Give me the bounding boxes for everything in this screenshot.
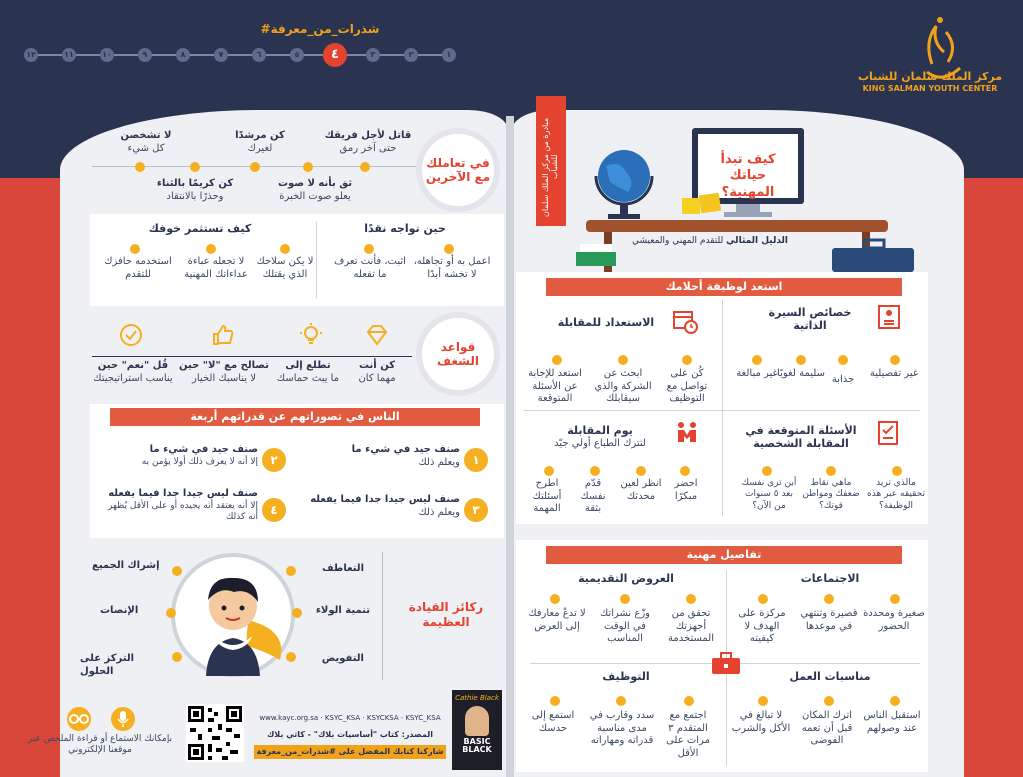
page-dot[interactable]: ١١ — [62, 48, 76, 62]
passion-item: تصالح مع "لا" حين لا يناسبك الخيار — [179, 360, 269, 384]
diamond-icon — [364, 322, 390, 348]
initiative-bookmark: مبادرة من مركز الملك سلمان للشباب — [536, 96, 566, 226]
type-item: صنف ليس جيدا جدا فيما يفعله إلا أنه يعتقد أنه يجيده أو على الأقل يُظهر أنه كذلك — [108, 488, 258, 522]
book-spine — [506, 116, 514, 777]
logo-arabic-name: مركز الملك سلمان للشباب — [857, 70, 1003, 83]
social-links[interactable]: www.kayc.org.sa · KSYC_KSA · KSYCKSA · KSYC_KSA — [259, 714, 441, 722]
hashtag: #شذرات_من_معرفة — [260, 22, 380, 36]
hiring-item: استمع إلى حدسك — [531, 710, 575, 734]
cv-document-icon — [876, 304, 902, 330]
type-number: ٣ — [464, 498, 488, 522]
others-badge: في تعاملك مع الآخرين — [416, 128, 500, 212]
dream-job-title: استعد لوظيفة أحلامك — [546, 278, 902, 296]
questions-title: الأسئلة المتوقعة في المقابلة الشخصية — [745, 424, 857, 450]
type-number: ١ — [464, 448, 488, 472]
interview-day-item: اطرح أسئلتك المهمة — [532, 478, 562, 514]
leadership-item: تنمية الولاء — [315, 605, 370, 616]
question-item: مالذي تريد تحقيقه عبر هذه الوظيفة؟ — [867, 478, 925, 511]
interview-day-item: قدّم نفسك بثقة — [580, 478, 606, 514]
type-number: ٢ — [262, 448, 286, 472]
cv-item: جذابة — [831, 374, 855, 385]
cv-title: خصائص السيرة الذاتية — [768, 306, 852, 332]
leadership-item: التفويض — [321, 653, 364, 664]
type-number: ٤ — [262, 498, 286, 522]
interview-day-subtitle: لتترك الطباع أولي جيّد — [554, 438, 646, 449]
handshake-icon — [674, 420, 700, 446]
page-dot[interactable]: ١٠ — [100, 48, 114, 62]
page-dot[interactable]: ١ — [442, 48, 456, 62]
right-red-edge — [963, 178, 1023, 777]
page-dot[interactable]: ٩ — [138, 48, 152, 62]
occasions-item: اترك المكان قبل أن تعمه الفوضى — [801, 710, 853, 746]
interview-prep-item: كُن على تواصل مع التوظيف — [666, 368, 708, 404]
author-portrait — [465, 706, 489, 736]
occasions-title: مناسبات العمل — [789, 670, 871, 683]
others-item: كن كريمًا بالثناء وحذرًا بالانتقاد — [156, 178, 234, 202]
meetings-title: الاجتماعات — [800, 572, 860, 585]
career-details-title: تفاصيل مهنية — [546, 546, 902, 564]
leader-avatar-icon — [168, 550, 298, 680]
cv-item: غير تفصيلية — [869, 368, 919, 379]
type-item: صنف ليس جيدا جدا فيما يفعله ويعلم ذلك — [310, 494, 460, 518]
page-dot[interactable]: ٤ — [323, 43, 347, 67]
page-dot[interactable]: ٥ — [290, 48, 304, 62]
occasions-item: لا تبالغ في الأكل والشرب — [731, 710, 791, 734]
briefcase-icon — [710, 652, 742, 676]
hiring-item: اجتمع مع المتقدم ٣ مرات على الأقل — [666, 710, 710, 759]
occasions-item: استقبل الناس عند وصولهم — [863, 710, 921, 734]
leadership-item: التركز على الحلول — [80, 653, 135, 677]
passion-badge: قواعد الشغف — [416, 312, 500, 396]
logo-english-name: KING SALMAN YOUTH CENTER — [862, 84, 998, 93]
check-circle-icon — [118, 322, 144, 348]
listen-read-text: بإمكانك الاستماع أو قراءة الملخص عبر موقعنا الإلكتروني — [27, 734, 173, 756]
criticism-item: اثبت، فأنت تعرف ما تفعله — [334, 256, 406, 280]
presentations-item: لا تدعْ معارفك إلى العرض — [528, 608, 586, 632]
cv-item: سليمة لغويًا — [777, 368, 825, 379]
type-item: صنف جيد في شيء ما إلا أنه لا يعرف ذلك أولا يؤمن به — [141, 444, 258, 467]
interview-day-item: انظر لعين محدثك — [620, 478, 662, 502]
fear-title: كيف تستثمر خوفك — [148, 222, 252, 235]
page-dot[interactable]: ٧ — [214, 48, 228, 62]
presentations-item: وزّع نشراتك في الوقت المناسب — [599, 608, 650, 644]
interview-prep-title: الاستعداد للمقابلة — [557, 316, 655, 329]
book-cover — [452, 690, 502, 770]
fear-item: لا تجعله عباءة عداءاتك المهنية — [184, 256, 248, 280]
criticism-item: لا يكن سلاحك الذي يقتلك — [256, 256, 314, 280]
interview-day-item: احضر مبكرًا — [674, 478, 698, 502]
meetings-item: مركزة على الهدف لا كيفيته — [738, 608, 786, 644]
others-item: لا تشخصن كل شيء — [120, 130, 172, 154]
page-indicator — [16, 44, 464, 66]
others-item: قاتل لأجل فريقك حتى آخر رمق — [324, 130, 412, 154]
meetings-item: قصيرة وتنتهي في موعدها — [800, 608, 858, 632]
passion-item: كن أنت مهما كان — [358, 360, 396, 384]
career-question-title: كيف تبدأ حياتك المهنية؟ — [720, 152, 776, 200]
page-dot[interactable]: ٣ — [366, 48, 380, 62]
left-red-edge — [0, 178, 60, 777]
share-strip: شاركنا كتابك المفضل على #شذرات_من_معرفة — [254, 745, 446, 759]
leadership-item: الإنصات — [100, 605, 139, 616]
hiring-title: التوظيف — [602, 670, 650, 683]
interview-prep-item: استعد للإجابة عن الأسئلة المتوقعة — [528, 368, 582, 404]
page-dot[interactable]: ١٢ — [24, 48, 38, 62]
passion-item: قُل "نعم" حين يناسب استراتيجيتك — [93, 360, 173, 384]
people-types-title: الناس في تصوراتهم عن قدراتهم أربعة — [110, 408, 480, 426]
calendar-clock-icon — [672, 308, 698, 334]
question-item: ماهي نقاط ضعفك ومواطن قوتك؟ — [802, 478, 860, 511]
page-dot[interactable]: ٨ — [176, 48, 190, 62]
book-title: BASIC BLACK — [462, 737, 492, 754]
passion-item: تطلع إلى ما يبث حماسك — [276, 360, 340, 384]
presentations-item: تحقق من أجهزتك المستخدمة — [668, 608, 714, 644]
lightbulb-icon — [298, 322, 324, 348]
interview-prep-item: ابحث عن الشركة والذي سيقابلك — [594, 368, 652, 404]
meetings-item: صغيرة ومحددة الحضور — [863, 608, 925, 632]
leadership-item: التعاطف — [322, 563, 364, 574]
question-item: أين ترى نفسك بعد ٥ سنوات من الآن؟ — [741, 478, 797, 511]
criticism-item: اعمل به أو تجاهله، لا تخشه أبدًا — [413, 256, 491, 280]
interview-day-title: يوم المقابلة — [567, 424, 633, 437]
leadership-title: ركائز القيادة العظيمة — [408, 600, 484, 629]
microphone-icon — [110, 706, 136, 732]
criticism-title: حين تواجه نقدًا — [364, 222, 446, 235]
glasses-icon — [66, 706, 92, 732]
source-text: المصدر: كتاب "أساسيات بلاك" - كاثي بلاك — [266, 730, 434, 739]
hiring-item: سدد وقارب في مدى مناسبة قدراته ومهاراته — [589, 710, 655, 746]
page-dot[interactable]: ٢ — [404, 48, 418, 62]
others-item: ثق بأنه لا صوت يعلو صوت الخبرة — [278, 178, 352, 202]
checklist-icon — [876, 420, 902, 446]
page-dot[interactable]: ٦ — [252, 48, 266, 62]
type-item: صنف جيد في شيء ما ويعلم ذلك — [351, 444, 460, 468]
cv-item: غير مبالغة — [736, 368, 778, 379]
guide-subtitle: الدليل المثالي للتقدم المهني والمعيشي — [632, 236, 788, 246]
leadership-item: إشراك الجميع — [92, 560, 160, 571]
book-author: Cathie Black — [455, 694, 499, 702]
thumbs-up-icon — [210, 322, 236, 348]
presentations-title: العروض التقديمية — [578, 572, 674, 585]
qr-code-icon[interactable] — [186, 704, 244, 762]
fear-item: استخدمه حافزك للتقدم — [104, 256, 172, 280]
others-item: كن مرشدًا لغيرك — [235, 130, 285, 154]
